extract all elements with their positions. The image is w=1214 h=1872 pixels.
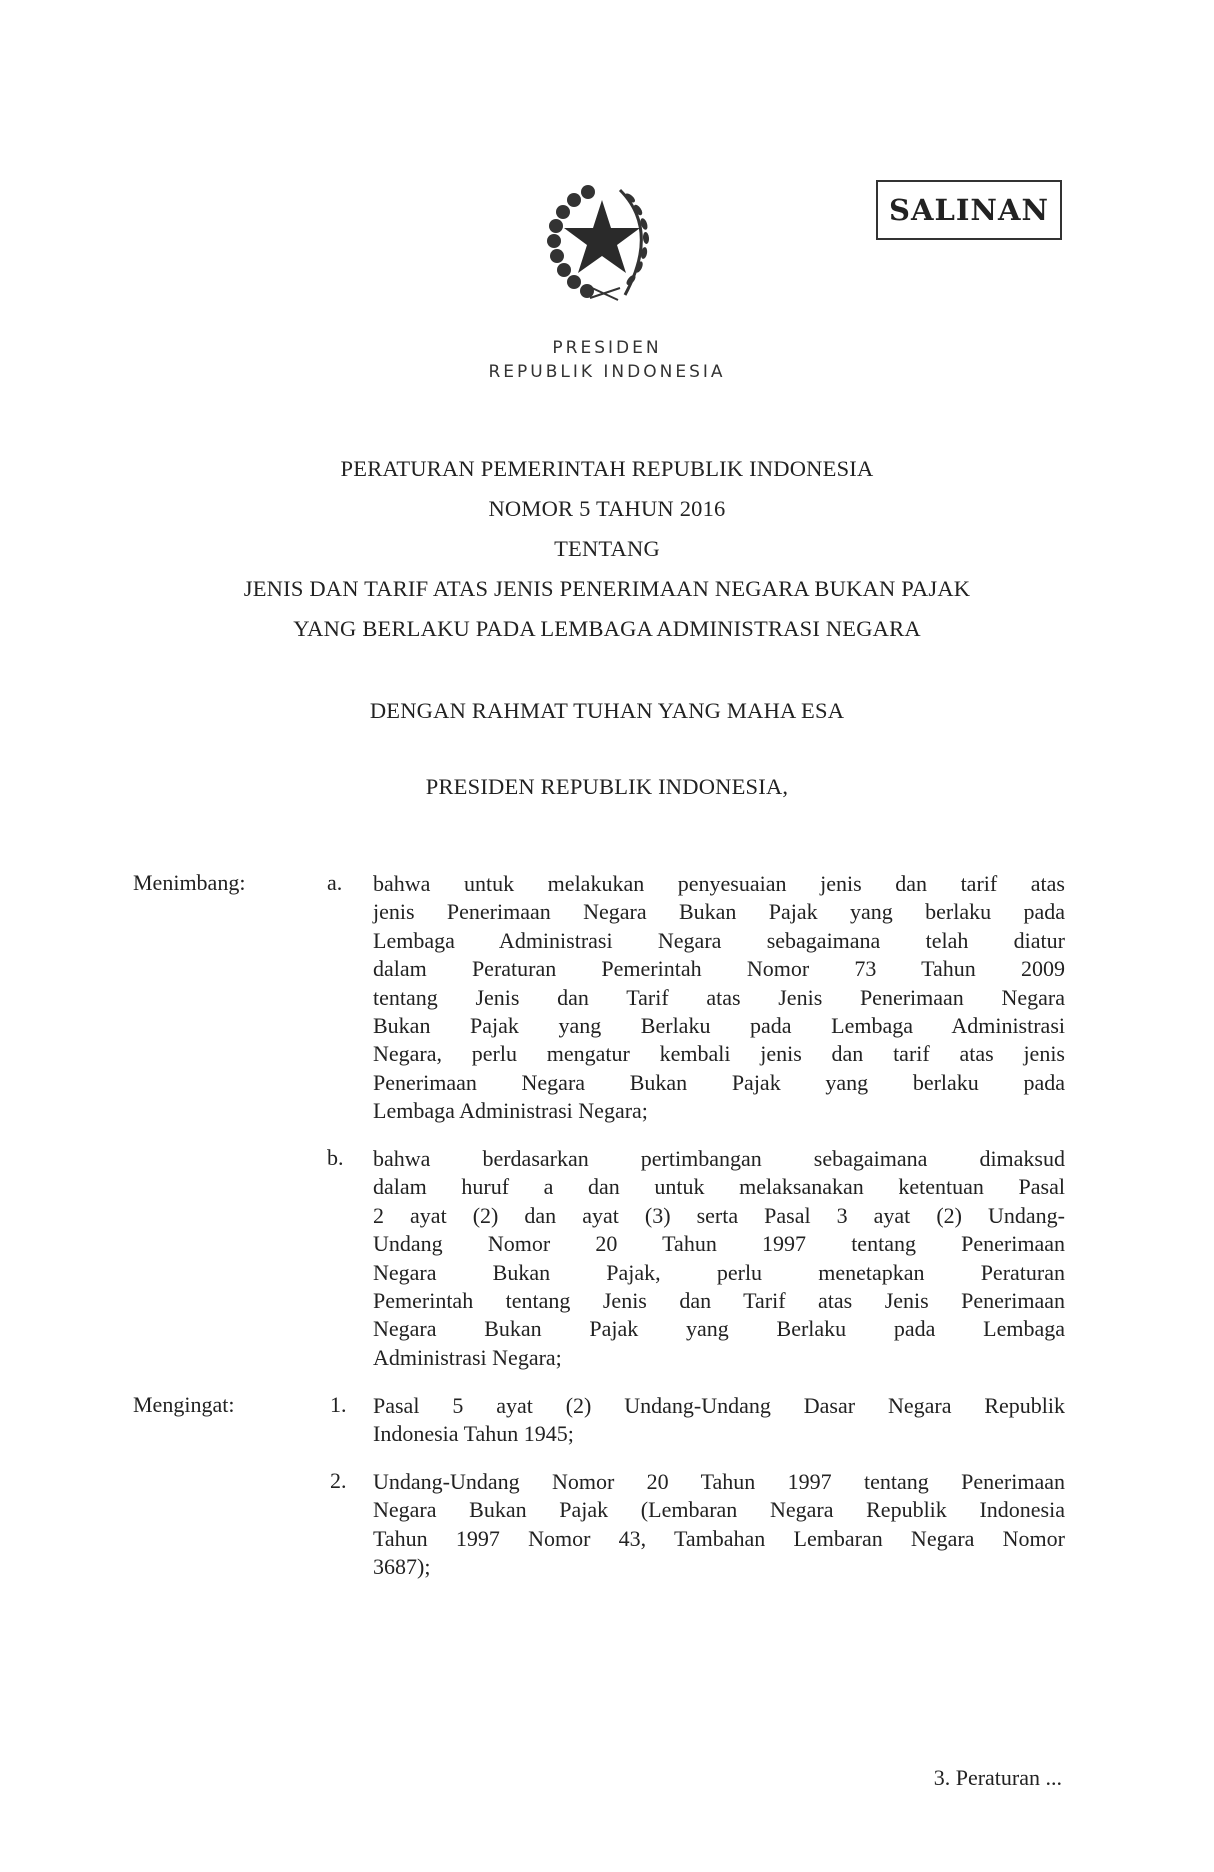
text-line: Tahun 1997 Nomor 43, Tambahan Lembaran Negara Nomor [373, 1525, 1065, 1551]
page-catchword: 3. Peraturan ... [933, 1765, 1062, 1790]
text-line: Undang Nomor 20 Tahun 1997 tentang Penerimaan [373, 1231, 1065, 1257]
text-line: jenis Penerimaan Negara Bukan Pajak yang berlaku pada [373, 899, 1065, 925]
text-line: Negara, perlu mengatur kembali jenis dan tarif atas jenis [373, 1041, 1065, 1067]
item-marker-b: b. [327, 1145, 344, 1170]
menimbang-label: Menimbang: [133, 870, 246, 895]
menimbang-item-a [373, 870, 1065, 1126]
title-subject-line1: JENIS DAN TARIF ATAS JENIS PENERIMAAN NEGARA BUKAN PAJAK [243, 576, 971, 601]
text-line: Lembaga Administrasi Negara; [373, 1098, 648, 1124]
title-tentang: TENTANG [554, 536, 660, 561]
text-line: tentang Jenis dan Tarif atas Jenis Penerimaan Negara [373, 984, 1065, 1010]
mengingat-item-2 [373, 1468, 1065, 1582]
item-marker-2: 2. [330, 1468, 347, 1493]
text-line: Bukan Pajak yang Berlaku pada Lembaga Administrasi [373, 1013, 1065, 1039]
text-line: Pasal 5 ayat (2) Undang-Undang Dasar Negara Republik [373, 1393, 1065, 1418]
text-line: Negara Bukan Pajak yang Berlaku pada Lembaga [373, 1316, 1065, 1342]
invocation: DENGAN RAHMAT TUHAN YANG MAHA ESA [369, 698, 845, 723]
text-line: Penerimaan Negara Bukan Pajak yang berlaku pada [373, 1069, 1065, 1095]
text-line: dalam Peraturan Pemerintah Nomor 73 Tahun 2009 [373, 956, 1065, 982]
text-line: Undang-Undang Nomor 20 Tahun 1997 tentang Penerimaan [373, 1469, 1065, 1494]
enacting-authority: PRESIDEN REPUBLIK INDONESIA, [425, 774, 789, 799]
text-line: Indonesia Tahun 1945; [373, 1421, 574, 1447]
text-line: 2 ayat (2) dan ayat (3) serta Pasal 3 ayat (2) Undang- [373, 1202, 1065, 1228]
mengingat-item-1 [373, 1392, 1065, 1449]
text-line: Administrasi Negara; [373, 1344, 562, 1370]
title-number: NOMOR 5 TAHUN 2016 [488, 496, 726, 521]
text-line: 3687); [373, 1554, 431, 1580]
text-line: Pemerintah tentang Jenis dan Tarif atas Jenis Penerimaan [373, 1288, 1065, 1314]
text-line: dalam huruf a dan untuk melaksanakan ketentuan Pasal [373, 1174, 1065, 1200]
issuer-line-republik: REPUBLIK INDONESIA [488, 362, 726, 382]
garuda-emblem-icon [530, 170, 680, 320]
text-line: bahwa berdasarkan pertimbangan sebagaimana dimaksud [373, 1146, 1065, 1171]
text-line: Negara Bukan Pajak, perlu menetapkan Peraturan [373, 1259, 1065, 1285]
title-subject-line2: YANG BERLAKU PADA LEMBAGA ADMINISTRASI NEGARA [293, 616, 921, 641]
item-marker-1: 1. [330, 1392, 347, 1417]
issuer-line-presiden: PRESIDEN [552, 338, 662, 358]
salinan-stamp: SALINAN [876, 180, 1062, 240]
menimbang-item-b [373, 1145, 1065, 1372]
text-line: Negara Bukan Pajak (Lembaran Negara Republik Indonesia [373, 1497, 1065, 1523]
text-line: Lembaga Administrasi Negara sebagaimana telah diatur [373, 927, 1065, 953]
mengingat-label: Mengingat: [133, 1392, 235, 1417]
text-line: bahwa untuk melakukan penyesuaian jenis dan tarif atas [373, 871, 1065, 896]
title-regulation: PERATURAN PEMERINTAH REPUBLIK INDONESIA [340, 456, 874, 481]
item-marker-a: a. [327, 870, 343, 895]
